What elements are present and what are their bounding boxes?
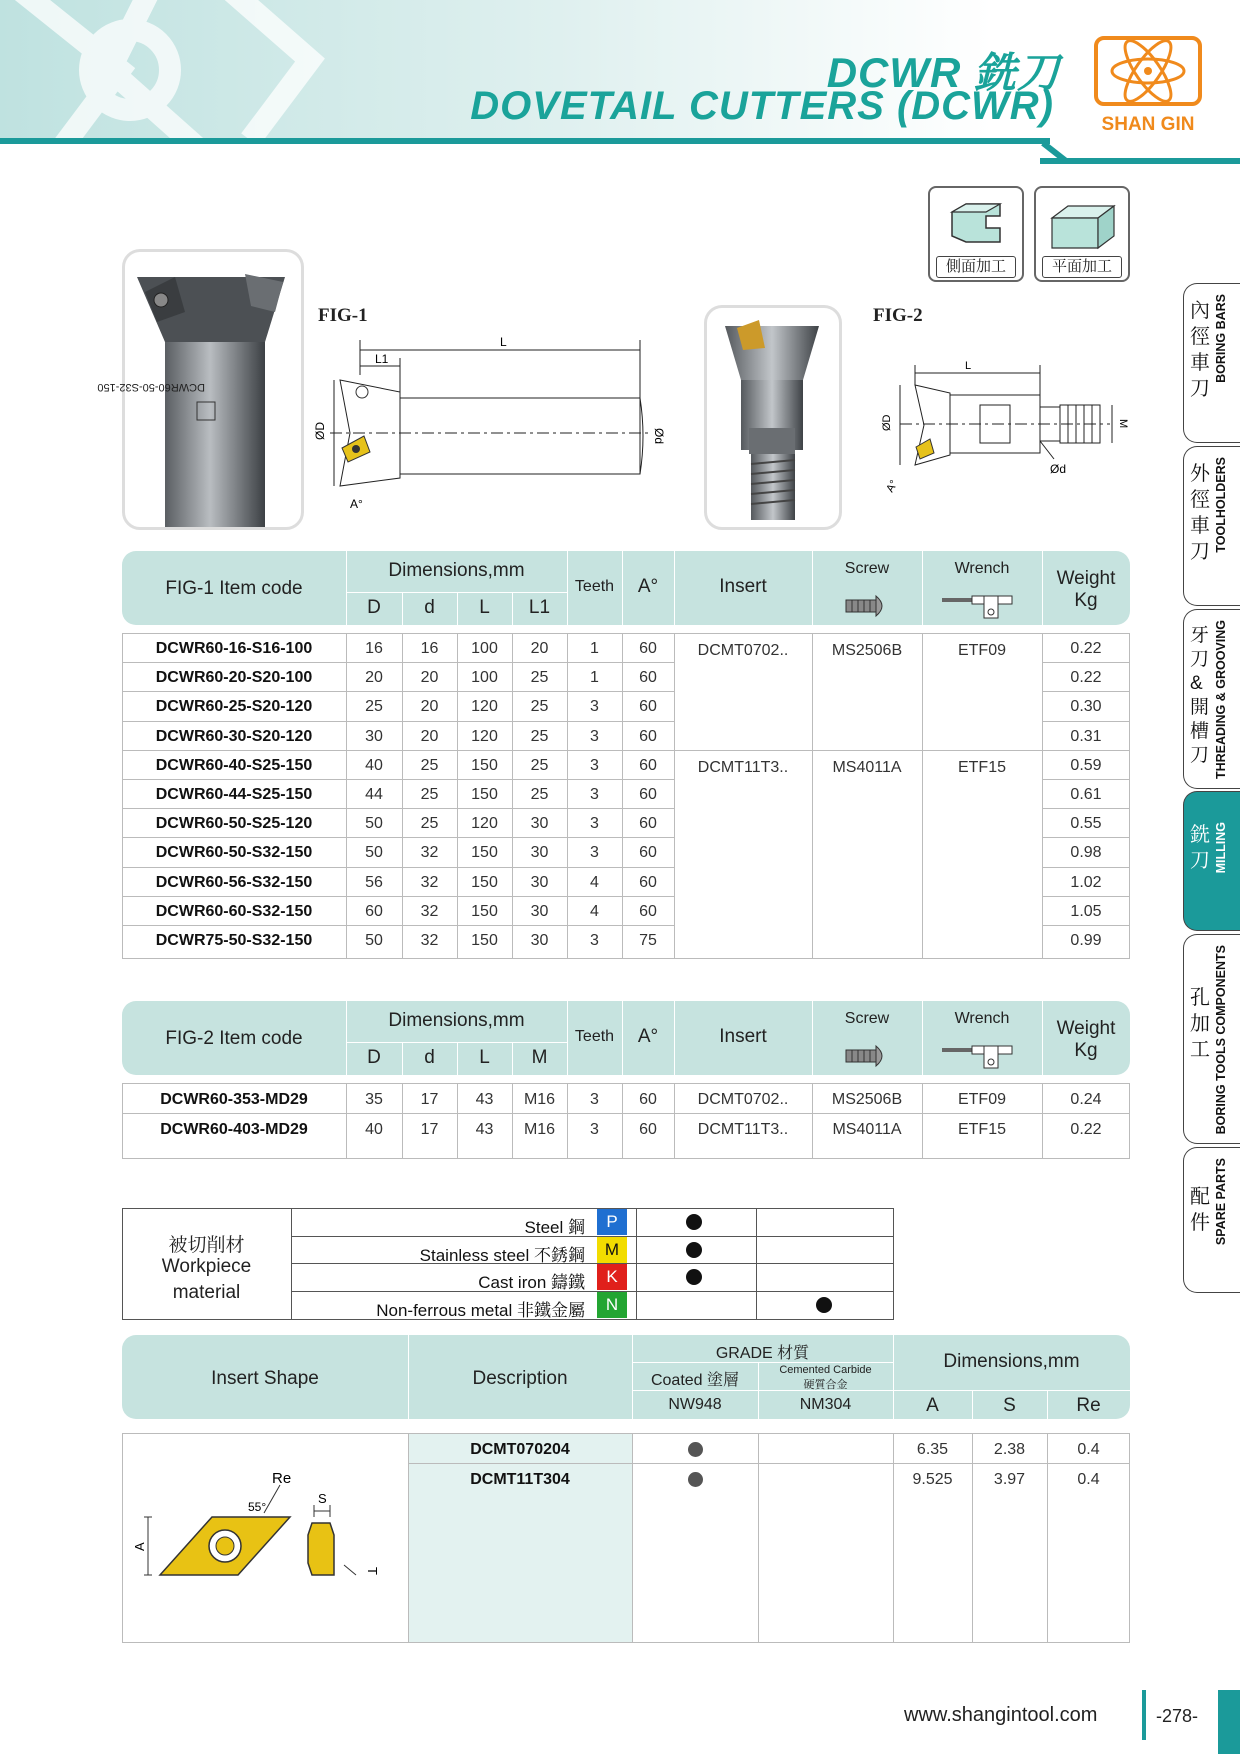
fig2-dim-A: A° xyxy=(884,478,901,495)
insert-dim-A: 9.525 xyxy=(912,1471,953,1488)
shank-cutter-photo xyxy=(97,252,301,527)
tab-milling[interactable] xyxy=(1183,791,1240,931)
table-cell-A: 60 xyxy=(639,902,657,920)
table-cell-weight: 0.98 xyxy=(1070,844,1102,862)
table-cell-L: 100 xyxy=(471,640,498,657)
table-cell-D: 56 xyxy=(365,873,383,891)
table-cell-weight: 0.55 xyxy=(1070,815,1102,833)
table-cell-weight: 0.99 xyxy=(1070,932,1102,949)
table-cell-L1: 30 xyxy=(530,815,549,833)
col-header-insert: Insert xyxy=(719,1026,767,1047)
tab-label-en: TOOLHOLDERS xyxy=(1214,457,1228,553)
suitability-dot-icon xyxy=(686,1242,702,1258)
table-cell-weight: 0.61 xyxy=(1070,786,1102,803)
table-cell-L1: 30 xyxy=(530,873,549,891)
tab-label-zh: 內徑車刀 xyxy=(1190,300,1210,400)
col-header-d: d xyxy=(424,1047,435,1068)
group1-insert: DCMT0702.. xyxy=(697,642,789,659)
fig2-dim-L: L xyxy=(965,360,972,372)
col-sep xyxy=(758,1433,759,1643)
col-header-dimensions: Dimensions,mm xyxy=(388,1010,525,1031)
insert-shape-drawing xyxy=(130,1465,390,1605)
tab-boring-tools[interactable] xyxy=(1183,934,1240,1144)
table-cell-code: DCWR60-56-S32-150 xyxy=(155,873,313,891)
table-cell-L: 150 xyxy=(471,932,498,949)
table-cell-M: M16 xyxy=(523,1091,556,1108)
table-cell-weight: 0.22 xyxy=(1070,640,1102,657)
table-cell-wrench: ETF09 xyxy=(957,1091,1006,1108)
table-cell-teeth: 3 xyxy=(590,756,599,774)
insert-label-S: S xyxy=(318,1491,327,1506)
material-name: Cast iron 鑄鐵 xyxy=(478,1273,585,1293)
row-sep xyxy=(1042,662,1130,663)
iso-code-badge: M xyxy=(597,1237,627,1263)
table-cell-weight: 0.22 xyxy=(1070,1121,1102,1138)
table-cell-D: 60 xyxy=(365,902,383,920)
table-cell-code: DCWR60-50-S25-120 xyxy=(155,815,313,833)
footer-divider xyxy=(1142,1690,1146,1740)
col-sep xyxy=(1047,1433,1048,1643)
table-cell-A: 60 xyxy=(639,1091,657,1108)
col-header-description: Description xyxy=(472,1368,568,1389)
table-cell-code: DCWR75-50-S32-150 xyxy=(155,932,313,949)
col-header-insert: Insert xyxy=(719,576,767,597)
table-cell-teeth: 3 xyxy=(590,815,599,833)
row-sep xyxy=(1042,837,1130,838)
face-machining-badge xyxy=(1034,186,1130,282)
page-title-en: DOVETAIL CUTTERS (DCWR) xyxy=(470,84,1054,128)
col-header-angle: A° xyxy=(637,1026,659,1047)
table-cell-L: 120 xyxy=(471,727,498,745)
col-header-coated: Coated 塗層 xyxy=(650,1372,740,1389)
row-sep xyxy=(122,808,674,809)
row-sep xyxy=(1042,925,1130,926)
group2-insert: DCMT11T3.. xyxy=(697,759,789,776)
insert-dim-S: 3.97 xyxy=(993,1471,1026,1488)
page-header xyxy=(0,0,1240,175)
tab-label-zh: 孔加工 xyxy=(1190,987,1210,1061)
iso-code-badge: K xyxy=(597,1264,627,1290)
table-cell-weight: 1.02 xyxy=(1070,873,1102,891)
tab-label-zh: 牙刀&開槽刀 xyxy=(1190,625,1210,766)
table-cell-L1: 25 xyxy=(530,698,549,716)
table-cell-d: 17 xyxy=(420,1091,439,1108)
insert-label-angle: 55° xyxy=(248,1500,267,1514)
wrench-icon xyxy=(940,1042,1026,1070)
table-cell-teeth: 3 xyxy=(590,786,599,803)
tab-label-zh: 銑刀 xyxy=(1190,824,1210,872)
col-header-angle: A° xyxy=(637,576,659,597)
table-cell-insert: DCMT11T3.. xyxy=(697,1121,789,1138)
row-sep xyxy=(122,896,674,897)
fig1-dim-d: Ød xyxy=(652,428,666,445)
material-name: Stainless steel 不銹鋼 xyxy=(419,1245,585,1265)
col-header-L: L xyxy=(479,597,490,618)
row-sep xyxy=(1042,721,1130,722)
table-cell-L1: 30 xyxy=(530,902,549,920)
table-cell-A: 60 xyxy=(639,640,657,657)
table-cell-teeth: 3 xyxy=(590,932,599,949)
row-sep xyxy=(1042,896,1130,897)
table-cell-code: DCWR60-40-S25-150 xyxy=(155,756,313,774)
col-header-D: D xyxy=(367,597,381,618)
table-cell-L: 150 xyxy=(471,844,498,862)
modular-cutter-photo xyxy=(707,308,839,527)
table-cell-d: 17 xyxy=(420,1121,439,1138)
row-sep xyxy=(1042,779,1130,780)
product-photo-fig1 xyxy=(97,249,304,530)
table-cell-D: 50 xyxy=(365,844,383,862)
insert-dim-Re: 0.4 xyxy=(1077,1471,1100,1488)
row-sep xyxy=(408,1463,1130,1464)
product-photo-fig2 xyxy=(704,305,842,530)
table-cell-A: 60 xyxy=(639,844,657,862)
wrench-icon xyxy=(940,592,1026,620)
table-cell-teeth: 3 xyxy=(590,1121,599,1138)
table-cell-D: 25 xyxy=(365,698,383,716)
workpiece-label-zh: 被切削材 xyxy=(168,1235,245,1256)
row-sep xyxy=(122,925,674,926)
row-sep xyxy=(122,779,674,780)
col-header-carbide-zh: 硬質合金 xyxy=(803,1379,848,1391)
row-sep xyxy=(122,750,1130,751)
col-header-S: S xyxy=(1003,1395,1016,1416)
col-header-insert-shape: Insert Shape xyxy=(211,1368,319,1389)
table-cell-d: 25 xyxy=(420,786,439,803)
suitability-dot-icon xyxy=(686,1214,702,1230)
fig1-label: FIG-1 xyxy=(318,305,368,326)
col-header-grade: GRADE 材質 xyxy=(715,1345,810,1362)
row-sep xyxy=(122,662,674,663)
col-header-screw: Screw xyxy=(844,560,890,577)
col-header-weight-unit: Kg xyxy=(1074,1040,1098,1061)
insert-dim-A: 6.35 xyxy=(916,1441,949,1458)
table-cell-d: 32 xyxy=(420,902,439,920)
table-cell-A: 60 xyxy=(639,669,657,687)
table-cell-L: 120 xyxy=(471,698,498,716)
grade-availability-dot-icon xyxy=(688,1442,703,1457)
logo-atom-icon xyxy=(1094,36,1202,106)
col-header-nw948: NW948 xyxy=(668,1396,722,1413)
table-cell-L: 120 xyxy=(471,815,498,833)
fig2-drawing xyxy=(880,355,1180,505)
table-cell-code: DCWR60-60-S32-150 xyxy=(155,902,313,920)
insert-dim-S: 2.38 xyxy=(993,1441,1026,1458)
col-header-weight-unit: Kg xyxy=(1074,590,1098,611)
table-cell-L: 150 xyxy=(471,902,498,920)
col-header-weight: Weight xyxy=(1056,1018,1116,1039)
header-rule xyxy=(0,138,1050,144)
tab-boring-bars[interactable] xyxy=(1183,283,1240,443)
insert-description: DCMT070204 xyxy=(470,1441,570,1458)
col-header-wrench: Wrench xyxy=(954,560,1010,577)
tab-label-en: BORING BARS xyxy=(1214,294,1228,383)
col-sep xyxy=(812,633,813,959)
description-column-bg xyxy=(408,1434,632,1642)
fig1-dim-A: A° xyxy=(350,497,363,511)
table-cell-L: 43 xyxy=(475,1091,494,1108)
col-header-dimensions: Dimensions,mm xyxy=(943,1351,1080,1372)
col-header-d: d xyxy=(424,597,435,618)
brand-logo xyxy=(1092,36,1204,140)
table-cell-code: DCWR60-20-S20-100 xyxy=(155,669,313,687)
row-sep xyxy=(1042,691,1130,692)
table-cell-d: 25 xyxy=(420,756,439,774)
decorative-pattern-icon xyxy=(0,0,360,140)
table-cell-L1: 25 xyxy=(530,669,549,687)
col-sep xyxy=(756,1208,757,1320)
col-header-teeth: Teeth xyxy=(574,1028,615,1045)
table-cell-D: 35 xyxy=(365,1091,383,1108)
tab-label-en: MILLING xyxy=(1214,822,1228,874)
fig1-drawing xyxy=(313,330,666,511)
table-cell-code: DCWR60-44-S25-150 xyxy=(155,786,313,803)
col-sep xyxy=(893,1433,894,1643)
table-cell-code: DCWR60-50-S32-150 xyxy=(155,844,313,862)
table-cell-L: 150 xyxy=(471,873,498,891)
col-header-screw: Screw xyxy=(844,1010,890,1027)
side-machining-badge xyxy=(928,186,1024,282)
table-cell-D: 40 xyxy=(365,756,383,774)
iso-code-badge: P xyxy=(597,1209,627,1235)
table-cell-D: 20 xyxy=(365,669,383,687)
tab-label-en: SPARE PARTS xyxy=(1214,1158,1228,1246)
insert-label-A: A xyxy=(132,1542,147,1551)
table-cell-d: 32 xyxy=(420,932,439,949)
face-machining-label: 平面加工 xyxy=(1042,256,1122,278)
col-header-carbide: Cemented Carbide xyxy=(779,1364,872,1376)
page-title-zh: DCWR 銑刀 xyxy=(826,49,1060,96)
col-header-wrench: Wrench xyxy=(954,1010,1010,1027)
col-header-dimensions: Dimensions,mm xyxy=(388,560,525,581)
footer-url[interactable]: www.shangintool.com xyxy=(904,1704,1098,1726)
col-sep xyxy=(972,1433,973,1643)
table-cell-A: 75 xyxy=(639,932,657,949)
col-header-A: A xyxy=(926,1395,939,1416)
table-cell-teeth: 3 xyxy=(590,844,599,862)
table-cell-d: 25 xyxy=(420,815,439,833)
group1-screw: MS2506B xyxy=(831,642,903,659)
table-cell-teeth: 3 xyxy=(590,698,599,716)
fig2-label: FIG-2 xyxy=(873,305,923,326)
table-cell-weight: 0.24 xyxy=(1070,1091,1102,1108)
table-cell-weight: 0.22 xyxy=(1070,669,1102,687)
workpiece-label-en: Workpiece xyxy=(161,1256,252,1277)
table-cell-L: 43 xyxy=(475,1121,494,1138)
table-cell-D: 40 xyxy=(365,1121,383,1138)
table-cell-L: 100 xyxy=(471,669,498,687)
side-machining-label: 側面加工 xyxy=(936,256,1016,278)
table-cell-code: DCWR60-30-S20-120 xyxy=(155,727,313,745)
col-sep xyxy=(408,1433,409,1643)
table-cell-code: DCWR60-353-MD29 xyxy=(160,1091,308,1108)
table-cell-screw: MS4011A xyxy=(832,1121,902,1138)
table-cell-L: 150 xyxy=(471,786,498,803)
table-cell-L1: 25 xyxy=(530,756,549,774)
tab-label-zh: 外徑車刀 xyxy=(1190,463,1210,563)
col-sep xyxy=(632,1433,633,1643)
table-cell-A: 60 xyxy=(639,727,657,745)
table-cell-d: 16 xyxy=(420,640,439,657)
table-cell-A: 60 xyxy=(639,698,657,716)
col-sep xyxy=(922,633,923,959)
table-cell-weight: 0.59 xyxy=(1070,756,1102,774)
workpiece-label-en2: material xyxy=(172,1282,241,1303)
material-name: Steel 鋼 xyxy=(524,1218,585,1237)
col-header-D: D xyxy=(367,1047,381,1068)
row-sep xyxy=(122,691,674,692)
table-cell-code: DCWR60-403-MD29 xyxy=(160,1121,308,1138)
table-cell-L1: 25 xyxy=(530,786,549,803)
table-cell-teeth: 4 xyxy=(590,873,599,891)
fig2-dim-M: M xyxy=(1117,419,1129,429)
group2-wrench: ETF15 xyxy=(957,759,1006,776)
screw-icon xyxy=(842,594,892,618)
tab-threading-grooving[interactable] xyxy=(1183,609,1240,789)
table-cell-d: 20 xyxy=(420,698,439,716)
table-cell-code: DCWR60-16-S16-100 xyxy=(155,640,313,657)
row-sep xyxy=(1042,808,1130,809)
header-rule-right xyxy=(1040,158,1240,164)
tab-label-en: BORING TOOLS COMPONENTS xyxy=(1214,945,1228,1135)
suitability-dot-icon xyxy=(816,1297,832,1313)
table-cell-D: 44 xyxy=(365,786,383,803)
dovetail-side-icon xyxy=(930,192,1022,256)
table-cell-weight: 0.31 xyxy=(1070,727,1102,745)
iso-code-badge: N xyxy=(597,1292,627,1318)
table-cell-d: 32 xyxy=(420,844,439,862)
table-cell-teeth: 3 xyxy=(590,727,599,745)
material-name: Non-ferrous metal 非鐵金屬 xyxy=(376,1301,585,1321)
row-sep xyxy=(1042,867,1130,868)
fig1-dim-D: ØD xyxy=(313,422,327,440)
col-sep xyxy=(674,633,675,959)
fig1-dim-L: L xyxy=(500,335,507,349)
group1-wrench: ETF09 xyxy=(957,642,1006,659)
table-cell-teeth: 3 xyxy=(590,1091,599,1108)
table-cell-A: 60 xyxy=(639,815,657,833)
table-cell-teeth: 1 xyxy=(590,640,599,657)
tab-label-zh: 配件 xyxy=(1190,1186,1210,1234)
row-sep xyxy=(122,867,674,868)
col-header-L1: L1 xyxy=(528,597,551,618)
tab-spare-parts[interactable] xyxy=(1183,1147,1240,1293)
table-cell-A: 60 xyxy=(639,786,657,803)
table-cell-weight: 1.05 xyxy=(1070,902,1102,920)
fig2-dim-d: Ød xyxy=(1050,462,1067,476)
table-cell-M: M16 xyxy=(523,1121,556,1138)
table-cell-screw: MS2506B xyxy=(831,1091,903,1108)
row-sep xyxy=(122,837,674,838)
table-cell-d: 20 xyxy=(420,727,439,745)
table-cell-d: 32 xyxy=(420,873,439,891)
brand-name: SHAN GIN xyxy=(1101,114,1195,135)
table-cell-A: 60 xyxy=(639,756,657,774)
photo-engraving-text: DCWR60-50-S32-150 xyxy=(97,381,205,393)
table-cell-insert: DCMT0702.. xyxy=(697,1091,789,1108)
footer-corner-accent xyxy=(1218,1690,1240,1754)
insert-label-T: T xyxy=(365,1567,380,1575)
group2-screw: MS4011A xyxy=(832,759,902,776)
table-cell-D: 16 xyxy=(365,640,383,657)
row-sep xyxy=(122,721,674,722)
table-cell-L1: 25 xyxy=(530,727,549,745)
page-number: -278- xyxy=(1156,1706,1199,1726)
col-header-item-code: FIG-1 Item code xyxy=(165,578,303,599)
table-cell-teeth: 1 xyxy=(590,669,599,687)
tab-toolholders[interactable] xyxy=(1183,446,1240,606)
screw-icon xyxy=(842,1044,892,1068)
table-cell-D: 30 xyxy=(365,727,383,745)
tab-label-en: THREADING & GROOVING xyxy=(1214,620,1228,780)
insert-dim-Re: 0.4 xyxy=(1077,1441,1100,1458)
grade-availability-dot-icon xyxy=(688,1472,703,1487)
insert-description: DCMT11T304 xyxy=(470,1471,570,1488)
col-header-L: L xyxy=(479,1047,490,1068)
col-header-teeth: Teeth xyxy=(574,578,615,595)
table-cell-L1: 30 xyxy=(530,932,549,949)
col-header-weight: Weight xyxy=(1056,568,1116,589)
flat-face-icon xyxy=(1036,192,1128,256)
table-cell-wrench: ETF15 xyxy=(957,1121,1006,1138)
table-cell-teeth: 4 xyxy=(590,902,599,920)
table-cell-L1: 20 xyxy=(530,640,549,657)
col-header-M: M xyxy=(531,1047,548,1068)
table-cell-A: 60 xyxy=(639,1121,657,1138)
row-sep xyxy=(122,1113,1130,1114)
table-cell-A: 60 xyxy=(639,873,657,891)
table-cell-code: DCWR60-25-S20-120 xyxy=(155,698,313,716)
insert-label-Re: Re xyxy=(272,1470,292,1487)
table-cell-weight: 0.30 xyxy=(1070,698,1102,716)
table-cell-D: 50 xyxy=(365,932,383,949)
fig1-dim-L1: L1 xyxy=(375,352,389,366)
col-header-Re: Re xyxy=(1076,1395,1101,1416)
table-cell-d: 20 xyxy=(420,669,439,687)
col-header-item-code: FIG-2 Item code xyxy=(165,1028,303,1049)
col-header-nm304: NM304 xyxy=(799,1396,852,1413)
table-cell-L1: 30 xyxy=(530,844,549,862)
table-cell-D: 50 xyxy=(365,815,383,833)
fig2-dim-D: ØD xyxy=(881,414,893,431)
col-sep xyxy=(636,1208,637,1320)
table-cell-L: 150 xyxy=(471,756,498,774)
